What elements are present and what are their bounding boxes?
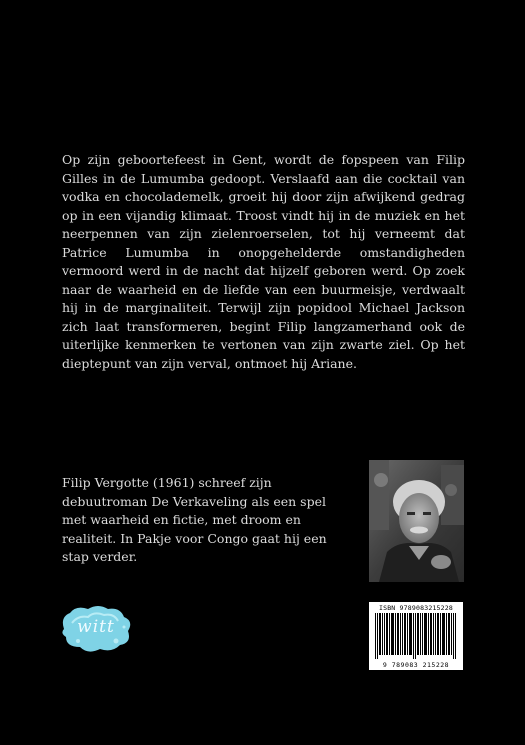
publisher-logo [58, 603, 134, 655]
isbn-digits: 9 789083 215228 [382, 661, 450, 669]
publisher-logo-text: witt [77, 617, 115, 637]
author-bio: Filip Vergotte (1961) schreef zijn debuutroman De Verkaveling als een spel met waarheid en fictie, met droom en realiteit. In Pakje voor Congo gaat hij een stap verder. [62, 475, 327, 564]
author-portrait [369, 460, 464, 582]
isbn-barcode [369, 602, 463, 670]
barcode-bars [375, 613, 457, 659]
book-blurb: Op zijn geboortefeest in Gent, wordt de fopspeen van Filip Gilles in de Lumumba gedoopt. Verslaafd aan die cocktail van vodka en chocolademelk, groeit hij door zijn afwijkend gedrag op in een vijandig klimaat. Troost vindt hij in de muziek en het neerpennen van zijn zielenroerselen, tot hij verneemt dat Patrice Lumumba in onopgehelderde omstandigheden vermoord werd in de nacht dat hijzelf geboren werd. Op zoek naar de waarheid en de liefde van een buurmeisje, verdwaalt hij in de marginaliteit. Terwijl zijn popidool Michael Jackson zich laat transformeren, begint Filip langzamerhand ook de uiterlijke kenmerken te vertonen van zijn zwarte ziel. Op het dieptepunt van zijn verval, ontmoet hij Ariane. [62, 152, 465, 371]
isbn-label: ISBN 9789083215228 [378, 604, 454, 612]
